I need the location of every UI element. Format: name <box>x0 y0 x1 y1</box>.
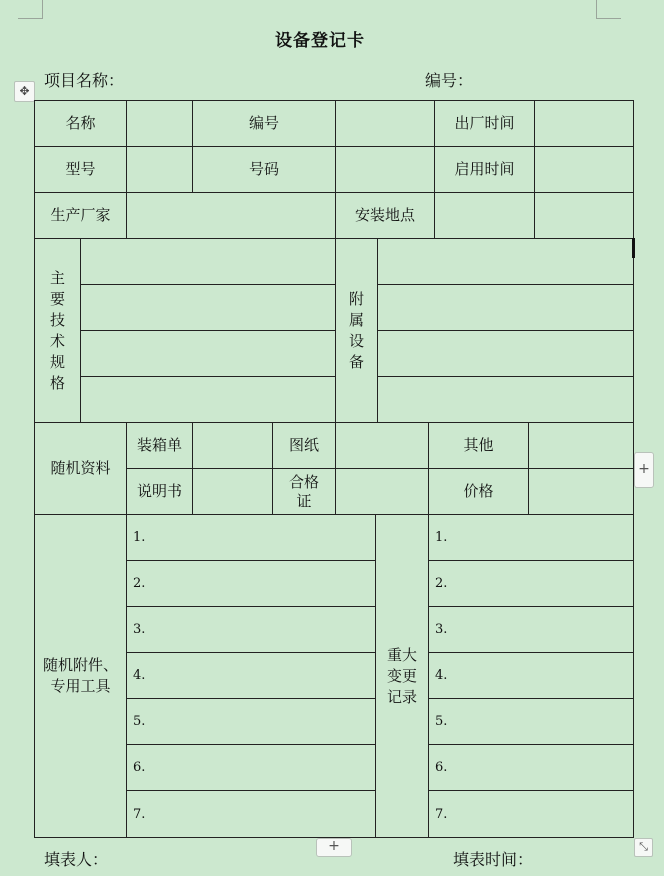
cell-accessory-item-7[interactable]: 7. <box>127 791 376 838</box>
cell-factory-time-label: 出厂时间 <box>435 101 535 147</box>
add-row-button[interactable]: + <box>316 838 352 857</box>
cell-accessory-line-4[interactable] <box>378 377 634 423</box>
cell-accessory-item-4[interactable]: 4. <box>127 653 376 699</box>
cell-install-location-value[interactable] <box>435 193 535 239</box>
cell-accessories-tools-label: 随机附件、 专用工具 <box>35 515 127 838</box>
cell-drawings-label: 图纸 <box>273 423 336 469</box>
cell-spec-line-1[interactable] <box>81 239 336 285</box>
page-corner-mark-right <box>596 0 621 19</box>
cell-serial-label: 编号 <box>193 101 336 147</box>
cell-packing-list-value[interactable] <box>193 423 273 469</box>
cell-spec-line-2[interactable] <box>81 285 336 331</box>
cell-manufacturer-label: 生产厂家 <box>35 193 127 239</box>
cell-other-value[interactable] <box>529 423 634 469</box>
cell-accessory-equipment-label: 附 属 设 备 <box>336 239 378 423</box>
table-resize-icon[interactable]: ⤡ <box>634 838 653 857</box>
project-name-label: 项目名称： <box>44 71 125 90</box>
cell-spec-line-4[interactable] <box>81 377 336 423</box>
table-move-handle-icon[interactable]: ✥ <box>14 81 35 102</box>
cell-change-item-5[interactable]: 5. <box>429 699 634 745</box>
cell-accessory-item-6[interactable]: 6. <box>127 745 376 791</box>
text-cursor <box>632 238 635 258</box>
cell-manufacturer-value[interactable] <box>127 193 336 239</box>
cell-packing-list-label: 装箱单 <box>127 423 193 469</box>
add-column-button[interactable]: + <box>634 452 654 488</box>
cell-accessory-line-3[interactable] <box>378 331 634 377</box>
cell-model-label: 型号 <box>35 147 127 193</box>
cell-change-item-3[interactable]: 3. <box>429 607 634 653</box>
cell-major-changes-label: 重大 变更 记录 <box>376 515 429 838</box>
cell-manual-value[interactable] <box>193 469 273 515</box>
cell-start-time-value[interactable] <box>535 147 634 193</box>
cell-accessory-line-2[interactable] <box>378 285 634 331</box>
cell-spec-line-3[interactable] <box>81 331 336 377</box>
cell-serial-value[interactable] <box>336 101 435 147</box>
cell-docs-label: 随机资料 <box>35 423 127 515</box>
cell-code-value[interactable] <box>336 147 435 193</box>
cell-certificate-label: 合格 证 <box>273 469 336 515</box>
cell-accessory-item-1[interactable]: 1. <box>127 515 376 561</box>
cell-price-value[interactable] <box>529 469 634 515</box>
cell-model-value[interactable] <box>127 147 193 193</box>
cell-change-item-7[interactable]: 7. <box>429 791 634 838</box>
cell-accessory-item-2[interactable]: 2. <box>127 561 376 607</box>
cell-drawings-value[interactable] <box>336 423 429 469</box>
cell-certificate-value[interactable] <box>336 469 429 515</box>
cell-change-item-6[interactable]: 6. <box>429 745 634 791</box>
cell-accessory-item-5[interactable]: 5. <box>127 699 376 745</box>
cell-accessory-line-1[interactable] <box>378 239 634 285</box>
cell-manual-label: 说明书 <box>127 469 193 515</box>
cell-other-label: 其他 <box>429 423 529 469</box>
fill-time-label: 填表时间： <box>453 850 534 869</box>
cell-install-location-extra[interactable] <box>535 193 634 239</box>
cell-name-label: 名称 <box>35 101 127 147</box>
cell-start-time-label: 启用时间 <box>435 147 535 193</box>
cell-change-item-1[interactable]: 1. <box>429 515 634 561</box>
cell-name-value[interactable] <box>127 101 193 147</box>
filler-label: 填表人： <box>44 850 109 869</box>
cell-change-item-2[interactable]: 2. <box>429 561 634 607</box>
number-label: 编号： <box>425 71 474 90</box>
registration-table <box>34 100 634 838</box>
cell-main-specs-label: 主 要 技 术 规 格 <box>35 239 81 423</box>
page-title: 设备登记卡 <box>275 31 365 51</box>
cell-change-item-4[interactable]: 4. <box>429 653 634 699</box>
cell-code-label: 号码 <box>193 147 336 193</box>
cell-factory-time-value[interactable] <box>535 101 634 147</box>
cell-accessory-item-3[interactable]: 3. <box>127 607 376 653</box>
cell-install-location-label: 安装地点 <box>336 193 435 239</box>
cell-price-label: 价格 <box>429 469 529 515</box>
page-corner-mark-left <box>18 0 43 19</box>
